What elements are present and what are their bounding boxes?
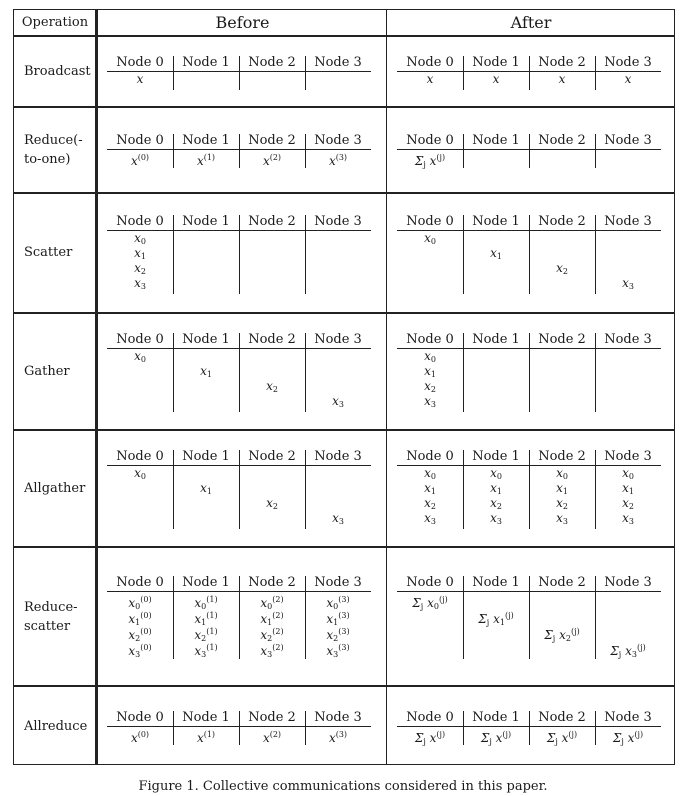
node-1-header: Node 1 [182, 575, 230, 590]
before-node-table [107, 709, 371, 745]
node-1-header: Node 1 [182, 449, 230, 464]
column-separator [239, 450, 240, 529]
before-node-table [107, 54, 371, 90]
figure-caption: Figure 1. Collective communications considered in this paper. [138, 779, 548, 794]
node-1-value: $x_3$ [490, 511, 502, 526]
node-2-value: $x_2$ [556, 496, 568, 511]
node-0-header: Node 0 [406, 332, 454, 347]
node-2-header: Node 2 [248, 55, 296, 70]
node-2-header: Node 2 [538, 449, 586, 464]
operation-label: Reduce-scatter [24, 599, 78, 634]
node-1-header: Node 1 [472, 214, 520, 229]
node-1-value: $x^{(1)}$ [196, 730, 216, 745]
node-1-header: Node 1 [472, 575, 520, 590]
node-1-value: $x_1$ [490, 246, 502, 261]
node-1-header: Node 1 [182, 55, 230, 70]
node-1-value: $x_1^{(1)}$ [194, 611, 218, 627]
node-1-value: $x_2^{(1)}$ [194, 627, 218, 643]
node-3-header: Node 3 [604, 332, 652, 347]
node-0-header: Node 0 [406, 710, 454, 725]
node-3-value: $\Sigma_j$ $x_3^{(j)}$ [610, 643, 646, 659]
node-1-value: $x_2$ [490, 496, 502, 511]
node-3-value: x [624, 72, 632, 86]
node-2-header: Node 2 [248, 332, 296, 347]
node-0-header: Node 0 [116, 575, 164, 590]
node-0-value: $x_0$ [424, 349, 436, 364]
after-node-table [397, 132, 661, 168]
before-node-table [107, 574, 371, 659]
node-3-header: Node 3 [314, 214, 362, 229]
operation-label: Scatter [24, 245, 73, 260]
node-3-header: Node 3 [604, 133, 652, 148]
column-separator [239, 215, 240, 294]
column-separator [239, 56, 240, 90]
column-separator [173, 56, 174, 90]
column-separator [463, 333, 464, 412]
node-0-value: $x_0$ [134, 349, 146, 364]
before-node-table [107, 213, 371, 294]
before-node-table [107, 132, 371, 168]
node-3-value: $x^{(3)}$ [328, 153, 348, 168]
node-2-value: $x^{(2)}$ [262, 730, 282, 745]
column-separator [529, 134, 530, 168]
after-column-header: After [510, 13, 552, 32]
node-3-header: Node 3 [314, 133, 362, 148]
node-3-value: $x_2^{(3)}$ [326, 627, 350, 643]
node-1-value: $x_1$ [200, 481, 212, 496]
node-2-value: $\Sigma_j$ $x_2^{(j)}$ [544, 627, 580, 643]
node-2-value: $x^{(2)}$ [262, 153, 282, 168]
node-0-value: $x_3$ [424, 394, 436, 409]
node-0-value: $x_3$ [134, 276, 146, 291]
node-1-value: x [492, 72, 500, 86]
node-1-header: Node 1 [472, 55, 520, 70]
node-2-value: $x_0$ [556, 466, 568, 481]
node-0-header: Node 0 [116, 332, 164, 347]
node-2-value: $x_1^{(2)}$ [260, 611, 284, 627]
node-3-header: Node 3 [314, 710, 362, 725]
node-0-value: $x_1$ [424, 481, 436, 496]
node-3-value: $x_0$ [622, 466, 634, 481]
row-divider [14, 685, 674, 687]
node-3-header: Node 3 [314, 575, 362, 590]
before-after-divider [386, 10, 387, 764]
node-0-header: Node 0 [116, 710, 164, 725]
node-0-value: $x_2^{(0)}$ [128, 627, 152, 643]
header-divider [14, 35, 674, 37]
node-2-value: $x_2$ [266, 379, 278, 394]
node-2-header: Node 2 [248, 449, 296, 464]
node-2-value: $x_3$ [556, 511, 568, 526]
row-divider [14, 192, 674, 194]
node-3-value: $x_3$ [332, 394, 344, 409]
node-0-value: $x_0$ [134, 466, 146, 481]
node-3-value: $x_3$ [332, 511, 344, 526]
node-3-value: $\Sigma_j$ $x^{(j)}$ [612, 730, 644, 746]
operation-label: Allreduce [24, 718, 88, 734]
node-0-value: $\Sigma_j$ $x^{(j)}$ [414, 730, 446, 746]
node-0-value: $x^{(0)}$ [130, 153, 150, 168]
node-0-value: $x_3^{(0)}$ [128, 643, 152, 659]
node-1-header: Node 1 [182, 214, 230, 229]
node-2-header: Node 2 [538, 133, 586, 148]
node-1-header: Node 1 [182, 133, 230, 148]
node-2-value: $x_2^{(2)}$ [260, 627, 284, 643]
node-2-header: Node 2 [538, 332, 586, 347]
row-divider [14, 429, 674, 431]
column-separator [305, 215, 306, 294]
column-separator [463, 134, 464, 168]
node-2-header: Node 2 [248, 133, 296, 148]
operation-label: Broadcast [24, 63, 91, 79]
before-column-header: Before [215, 13, 270, 32]
node-0-header: Node 0 [116, 449, 164, 464]
row-divider [14, 312, 674, 314]
node-2-header: Node 2 [538, 214, 586, 229]
column-separator [305, 56, 306, 90]
node-0-header: Node 0 [406, 55, 454, 70]
node-3-header: Node 3 [604, 575, 652, 590]
column-separator [529, 215, 530, 294]
node-0-header: Node 0 [406, 133, 454, 148]
node-0-value: $x_1^{(0)}$ [128, 611, 152, 627]
node-3-value: $x^{(3)}$ [328, 730, 348, 745]
row-divider [14, 546, 674, 548]
column-separator [529, 576, 530, 659]
node-1-value: $x_0$ [490, 466, 502, 481]
node-1-header: Node 1 [472, 449, 520, 464]
node-1-value: $\Sigma_j$ $x_1^{(j)}$ [478, 611, 514, 627]
node-0-value: $x_0$ [424, 466, 436, 481]
node-0-value: $x_1$ [134, 246, 146, 261]
after-node-table [397, 574, 661, 659]
node-3-header: Node 3 [314, 332, 362, 347]
node-2-value: $x_0^{(2)}$ [260, 595, 284, 611]
node-2-value: $\Sigma_j$ $x^{(j)}$ [546, 730, 578, 746]
node-3-header: Node 3 [314, 55, 362, 70]
node-0-header: Node 0 [406, 575, 454, 590]
node-0-value: $x_2$ [134, 261, 146, 276]
node-3-header: Node 3 [604, 214, 652, 229]
node-3-value: $x_3$ [622, 511, 634, 526]
after-node-table [397, 54, 661, 90]
column-separator [173, 215, 174, 294]
node-0-value: x [136, 72, 144, 86]
node-1-header: Node 1 [182, 710, 230, 725]
node-3-header: Node 3 [604, 55, 652, 70]
node-1-header: Node 1 [472, 710, 520, 725]
node-0-value: $x_0^{(0)}$ [128, 595, 152, 611]
node-3-header: Node 3 [604, 449, 652, 464]
node-0-value: $x_2$ [424, 379, 436, 394]
node-3-value: $x_2$ [622, 496, 634, 511]
column-separator [529, 333, 530, 412]
node-2-header: Node 2 [538, 55, 586, 70]
node-2-value: $x_2$ [556, 261, 568, 276]
node-0-value: $\Sigma_j$ $x_0^{(j)}$ [412, 595, 448, 611]
node-3-value: $x_1^{(3)}$ [326, 611, 350, 627]
node-0-value: $x_2$ [424, 496, 436, 511]
node-0-header: Node 0 [116, 214, 164, 229]
after-node-table [397, 331, 661, 412]
node-1-value: $\Sigma_j$ $x^{(j)}$ [480, 730, 512, 746]
before-node-table [107, 331, 371, 412]
row-divider [14, 106, 674, 108]
node-0-value: $x_0$ [134, 231, 146, 246]
before-node-table [107, 448, 371, 529]
operation-column-divider [95, 10, 98, 764]
node-3-value: $x_0^{(3)}$ [326, 595, 350, 611]
node-2-header: Node 2 [248, 710, 296, 725]
node-0-header: Node 0 [116, 133, 164, 148]
operation-label: Gather [24, 363, 70, 379]
node-2-value: $x_3^{(2)}$ [260, 643, 284, 659]
node-2-header: Node 2 [538, 575, 586, 590]
column-separator [595, 333, 596, 412]
node-1-value: $x_0^{(1)}$ [194, 595, 218, 611]
node-3-value: $x_3^{(3)}$ [326, 643, 350, 659]
node-0-value: $x_0$ [424, 231, 436, 246]
node-2-header: Node 2 [248, 214, 296, 229]
node-1-header: Node 1 [182, 332, 230, 347]
node-0-value: $x_1$ [424, 364, 436, 379]
node-2-header: Node 2 [248, 575, 296, 590]
after-node-table [397, 213, 661, 294]
node-3-header: Node 3 [314, 449, 362, 464]
after-node-table [397, 709, 661, 745]
node-3-value: $x_3$ [622, 276, 634, 291]
node-1-value: $x_3^{(1)}$ [194, 643, 218, 659]
node-1-header: Node 1 [472, 332, 520, 347]
node-0-header: Node 0 [406, 214, 454, 229]
node-2-value: x [558, 72, 566, 86]
operation-column-header: Operation [21, 15, 89, 30]
node-2-value: $x_1$ [556, 481, 568, 496]
column-separator [595, 134, 596, 168]
after-node-table [397, 448, 661, 529]
column-separator [239, 333, 240, 412]
node-1-value: $x^{(1)}$ [196, 153, 216, 168]
node-0-value: x [426, 72, 434, 86]
node-1-value: $x_1$ [490, 481, 502, 496]
operation-label: Reduce(-to-one) [24, 133, 83, 167]
node-2-header: Node 2 [538, 710, 586, 725]
node-3-header: Node 3 [604, 710, 652, 725]
operation-label: Allgather [24, 480, 86, 496]
node-2-value: $x_2$ [266, 496, 278, 511]
node-3-value: $x_1$ [622, 481, 634, 496]
node-0-value: $x^{(0)}$ [130, 730, 150, 745]
node-0-header: Node 0 [406, 449, 454, 464]
node-0-value: $x_3$ [424, 511, 436, 526]
node-1-header: Node 1 [472, 133, 520, 148]
node-0-value: $\Sigma_j$ $x^{(j)}$ [414, 153, 446, 169]
node-0-header: Node 0 [116, 55, 164, 70]
node-1-value: $x_1$ [200, 364, 212, 379]
collective-communications-figure [13, 9, 675, 765]
